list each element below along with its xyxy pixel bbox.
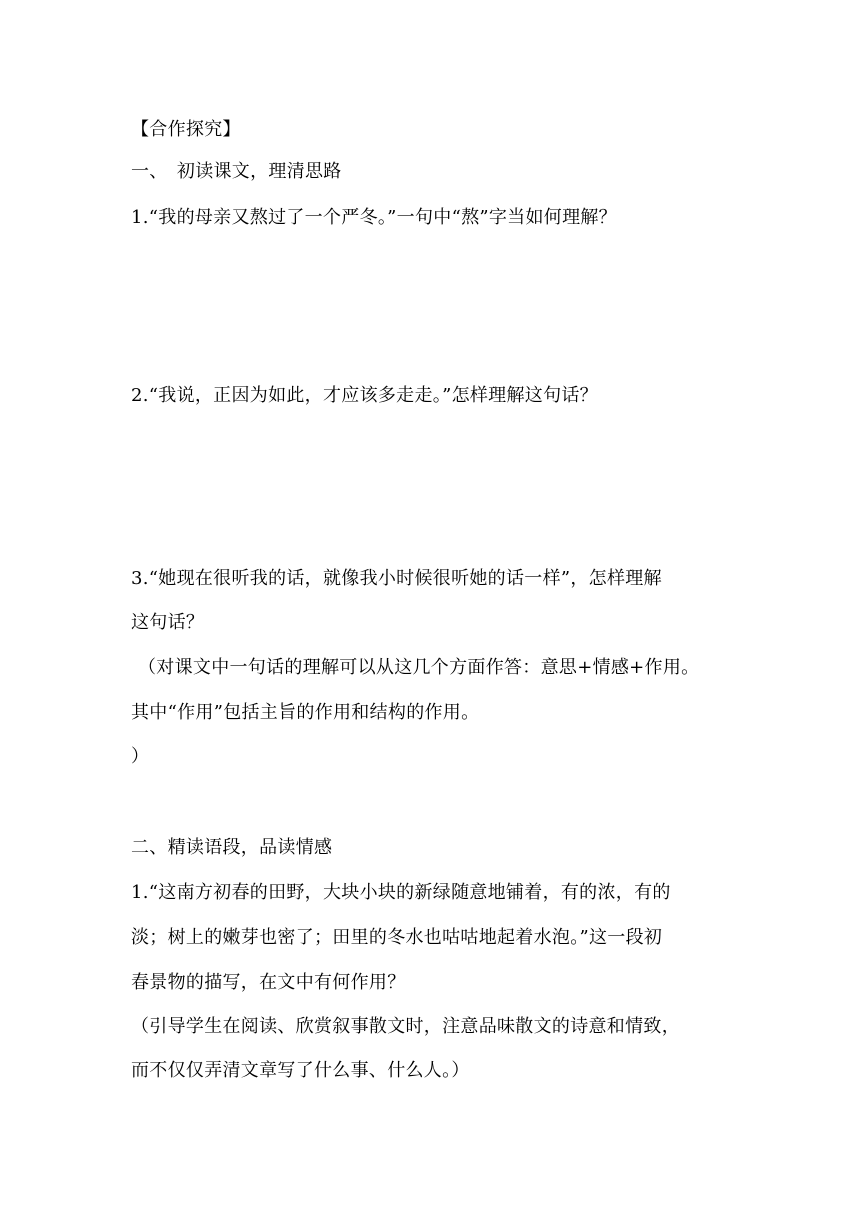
question-2: 2.“我说，正因为如此，才应该多走走。”怎样理解这句话？ (131, 385, 598, 406)
section2-title: 二、精读语段，品读情感 (131, 837, 333, 858)
question-s2-1-line3: 春景物的描写，在文中有何作用？ (131, 972, 406, 993)
note-1-line3: ） (131, 746, 150, 767)
note-2-line2: 而不仅仅弄清文章写了什么事、什么人。） (131, 1060, 470, 1081)
question-3-line2: 这句话？ (131, 612, 205, 633)
section1-title: 一、 初读课文，理清思路 (131, 161, 342, 182)
section-heading: 【合作探究】 (131, 119, 241, 140)
note-2-line1: （引导学生在阅读、欣赏叙事散文时，注意品味散文的诗意和情致， (131, 1016, 680, 1037)
question-1: 1.“我的母亲又熬过了一个严冬。”一句中“熬”字当如何理解？ (131, 207, 617, 228)
question-3-line1: 3.“她现在很听我的话，就像我小时候很听她的话一样”，怎样理解 (131, 568, 662, 589)
question-s2-1-line1: 1.“这南方初春的田野，大块小块的新绿随意地铺着，有的浓，有的 (131, 882, 671, 903)
note-1-line2: 其中“作用”包括主旨的作用和结构的作用。 (131, 702, 480, 723)
note-1-line1: （对课文中一句话的理解可以从这几个方面作答：意思+情感+作用。 (138, 657, 700, 678)
question-s2-1-line2: 淡；树上的嫩芽也密了；田里的冬水也咕咕地起着水泡。”这一段初 (131, 927, 663, 948)
